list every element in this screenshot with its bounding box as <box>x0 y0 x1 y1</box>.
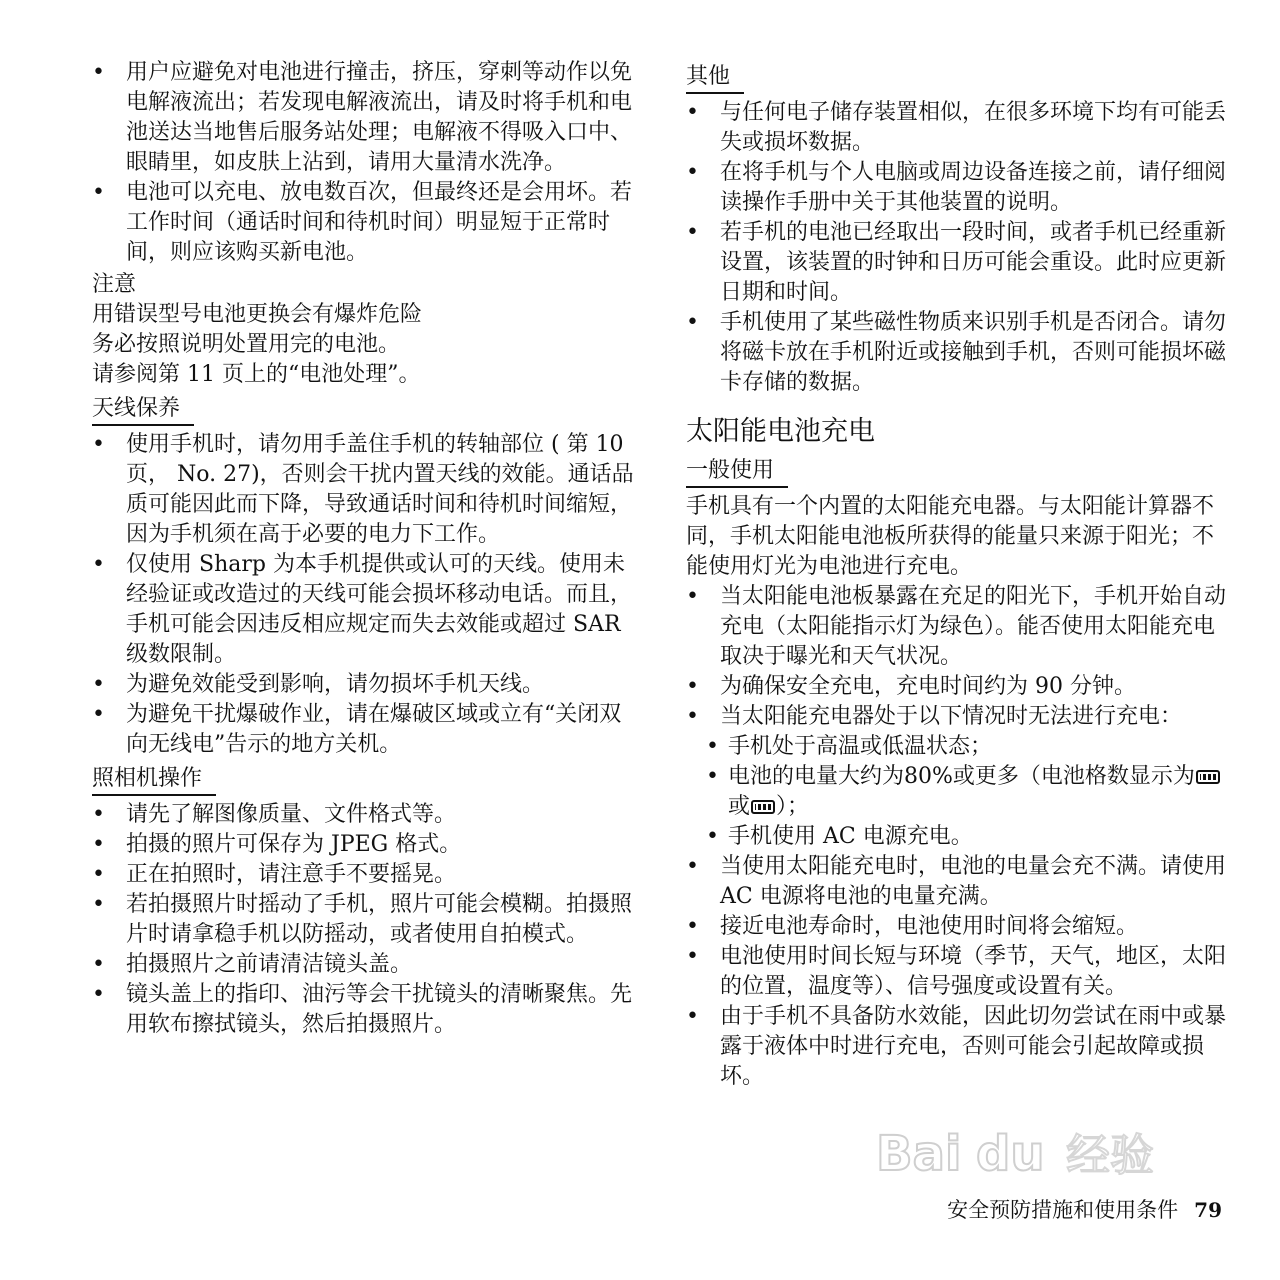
antenna-heading: 天线保养 <box>92 394 194 426</box>
other-bullet-list <box>686 98 1231 398</box>
list-item: • 用户应避免对电池进行撞击，挤压，穿刺等动作以免电解液流出；若发现电解液流出，请及时将手机和电池送达当地售后服务站处理；电解液不得吸入口中、眼睛里，如皮肤上沾到，请用大量清水洗净。 <box>92 58 637 178</box>
list-item: • 与任何电子储存装置相似，在很多环境下均有可能丢失或损坏数据。 <box>686 98 1231 158</box>
general-use-heading: 一般使用 <box>686 456 788 488</box>
solar-section-title: 太阳能电池充电 <box>686 416 875 447</box>
svg-text:Bai: Bai <box>876 1126 962 1182</box>
solar-bullet-list <box>686 582 1231 732</box>
battery-bullet-list <box>92 58 637 268</box>
list-item: • 电池使用时间长短与环境（季节，天气，地区，太阳的位置，温度等）、信号强度或设置有关。 <box>686 942 1231 1002</box>
right-column <box>686 58 1231 1092</box>
footer-section-title: 安全预防措施和使用条件 <box>947 1198 1179 1222</box>
list-item: • 为确保安全充电，充电时间约为 90 分钟。 <box>686 672 1231 702</box>
baidu-watermark-logo <box>856 1118 1196 1188</box>
list-item: • 若手机的电池已经取出一段时间，或者手机已经重新设置，该装置的时钟和日历可能会重设。此时应更新日期和时间。 <box>686 218 1231 308</box>
list-item: • 在将手机与个人电脑或周边设备连接之前，请仔细阅读操作手册中关于其他装置的说明。 <box>686 158 1231 218</box>
antenna-bullet-list <box>92 430 637 760</box>
list-item: • 手机使用了某些磁性物质来识别手机是否闭合。请勿将磁卡放在手机附近或接触到手机，否则可能损坏磁卡存储的数据。 <box>686 308 1231 398</box>
sub-item-text-end: ）； <box>776 794 810 819</box>
general-use-paragraph: 手机具有一个内置的太阳能充电器。与太阳能计算器不同，手机太阳能电池板所获得的能量只来源于阳光；不能使用灯光为电池进行充电。 <box>686 494 1215 579</box>
list-item: • 为避免效能受到影响，请勿损坏手机天线。 <box>92 670 637 700</box>
list-item: • 若拍摄照片时摇动了手机，照片可能会模糊。拍摄照片时请拿稳手机以防摇动，或者使用自拍模式。 <box>92 890 637 950</box>
page-number: 79 <box>1194 1198 1222 1222</box>
list-item: • 当使用太阳能充电时，电池的电量会充不满。请使用 AC 电源将电池的电量充满。 <box>686 852 1231 912</box>
list-item: • 电池可以充电、放电数百次，但最终还是会用坏。若工作时间（通话时间和待机时间）明显短于正常时间，则应该购买新电池。 <box>92 178 637 268</box>
list-item: • 当太阳能充电器处于以下情况时无法进行充电： <box>686 702 1231 732</box>
list-item: • 请先了解图像质量、文件格式等。 <box>92 800 637 830</box>
list-item: • 正在拍照时，请注意手不要摇晃。 <box>92 860 637 890</box>
sub-item-or: 或 <box>728 794 751 819</box>
sub-list-item <box>706 762 1231 822</box>
page-footer <box>947 1194 1222 1224</box>
list-item: • 仅使用 Sharp 为本手机提供或认可的天线。使用未经验证或改造过的天线可能会损坏移动电话。而且，手机可能会因违反相应规定而失去效能或超过 SAR 级数限制。 <box>92 550 637 670</box>
camera-bullet-list <box>92 800 637 1040</box>
list-item: • 镜头盖上的指印、油污等会干扰镜头的清晰聚焦。先用软布擦拭镜头，然后拍摄照片。 <box>92 980 637 1040</box>
svg-text:经验: 经验 <box>1066 1130 1154 1181</box>
notice-line: 务必按照说明处置用完的电池。 <box>92 332 401 357</box>
svg-text:du: du <box>976 1126 1045 1182</box>
notice-line: 用错误型号电池更换会有爆炸危险 <box>92 302 423 327</box>
sub-item-text: 电池的电量大约为80%或更多（电池格数显示为 <box>728 764 1195 789</box>
list-item: • 拍摄的照片可保存为 JPEG 格式。 <box>92 830 637 860</box>
left-column <box>92 58 637 1040</box>
list-item: • 为避免干扰爆破作业，请在爆破区域或立有“关闭双向无线电”告示的地方关机。 <box>92 700 637 760</box>
list-item: • 接近电池寿命时，电池使用时间将会缩短。 <box>686 912 1231 942</box>
solar-sub-list <box>686 732 1231 852</box>
notice-line: 请参阅第 11 页上的“电池处理”。 <box>92 362 421 387</box>
camera-heading: 照相机操作 <box>92 764 216 796</box>
sub-list-item: • 手机处于高温或低温状态； <box>706 732 1231 762</box>
other-heading: 其他 <box>686 62 744 94</box>
notice-title: 注意 <box>92 272 137 297</box>
battery-4-bars-icon <box>1196 770 1220 784</box>
list-item: • 使用手机时，请勿用手盖住手机的转轴部位 ( 第 10 页， No. 27)，否则会干扰内置天线的效能。通话品质可能因此而下降，导致通话时间和待机时间缩短，因为手机须在高于必要的电力下工作。 <box>92 430 637 550</box>
solar-bullet-list-2 <box>686 852 1231 1092</box>
battery-5-bars-icon <box>751 800 775 814</box>
list-item: • 由于手机不具备防水效能，因此切勿尝试在雨中或暴露于液体中时进行充电，否则可能会引起故障或损坏。 <box>686 1002 1231 1092</box>
sub-list-item: • 手机使用 AC 电源充电。 <box>706 822 1231 852</box>
list-item: • 当太阳能电池板暴露在充足的阳光下，手机开始自动充电（太阳能指示灯为绿色）。能否使用太阳能充电取决于曝光和天气状况。 <box>686 582 1231 672</box>
list-item: • 拍摄照片之前请清洁镜头盖。 <box>92 950 637 980</box>
